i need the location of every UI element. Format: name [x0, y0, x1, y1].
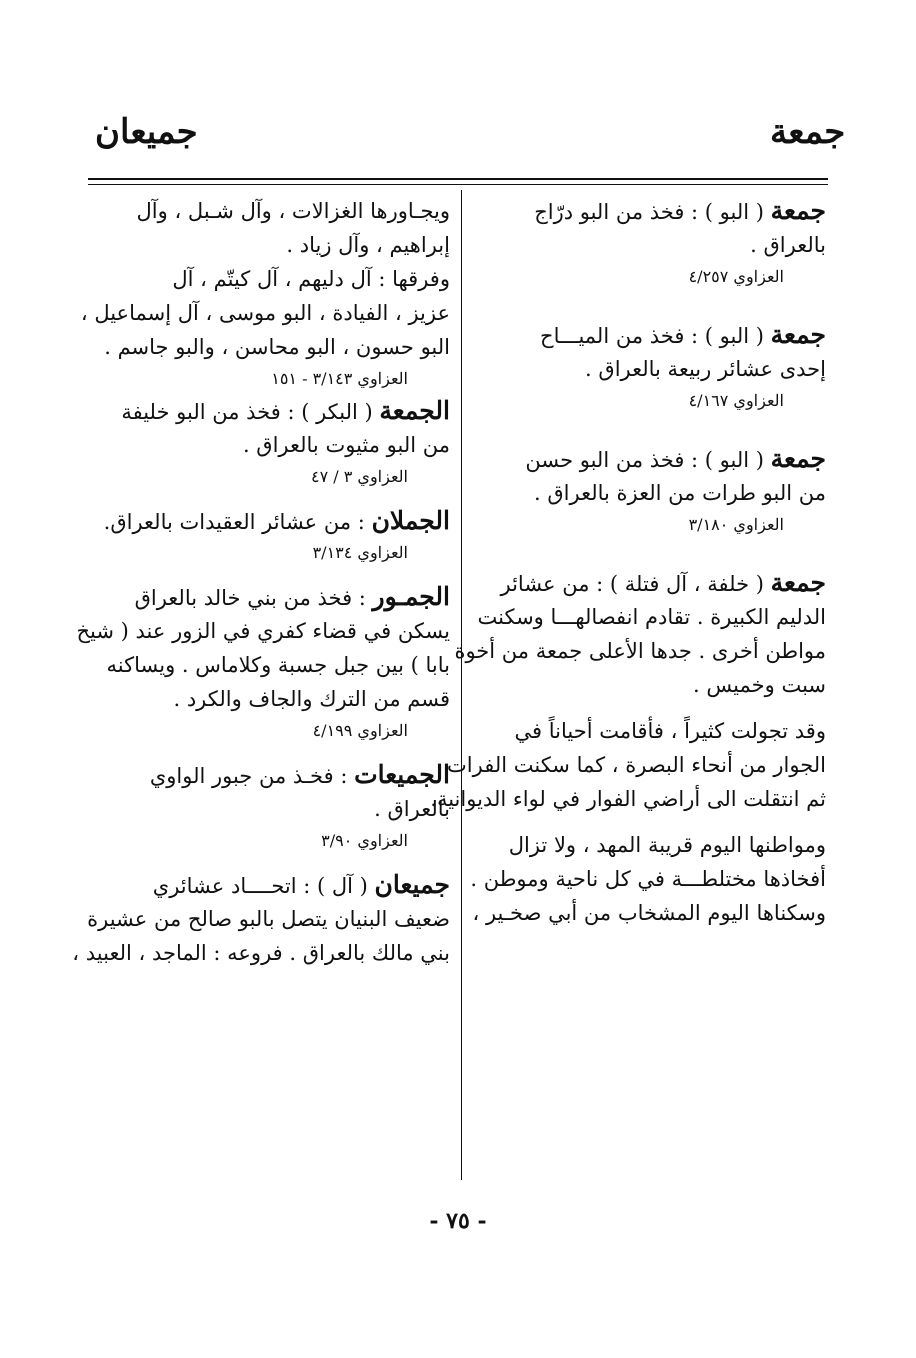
entry-line [478, 318, 826, 352]
entry-headword: الجملان [371, 506, 450, 535]
entry-headword: جمعة [770, 568, 826, 597]
entry-headword: جمعة [770, 196, 826, 225]
entry-headword: جمعة [770, 320, 826, 349]
entry-line: ومواطنها اليوم قريبة المهد ، ولا تزال [508, 833, 826, 857]
spacer [96, 492, 450, 504]
entry-text: : فخـذ من جبور الواوي [149, 764, 355, 788]
spacer [96, 856, 450, 868]
paragraph [80, 194, 450, 394]
entry-text: ( البو ) : فخذ من البو درّاج [534, 200, 771, 224]
entry-reference: العزاوي ٣/١٨٠ [688, 515, 784, 534]
spacer [478, 702, 826, 714]
entry-reference: العزاوي ٤/٢٥٧ [688, 267, 784, 286]
entry-line: عزيز ، الفيادة ، البو موسى ، آل إسماعيل ، [80, 301, 450, 325]
entry [96, 758, 450, 856]
entry-text: ( البو ) : فخذ من البو حسن [525, 448, 771, 472]
entry-line: وسكناها اليوم المشخاب من أبي صخـير ، [472, 901, 826, 925]
entry-line: من البو مثيوت بالعراق . [242, 433, 450, 457]
entry-line: الدليم الكبيرة . تقادم انفصالهـــا وسكنت [477, 605, 826, 629]
entry-line: بابا ) بين جبل جسبة وكلاماس . ويساكنه [106, 653, 450, 677]
entry-text: ( البو ) : فخذ من الميـــاح [540, 324, 771, 348]
entry-line: سبت وخميس . [693, 673, 826, 697]
running-head-right: جمعة [770, 112, 846, 152]
entry-headword: جمعة [770, 444, 826, 473]
entry-line [96, 868, 450, 902]
spacer [478, 816, 826, 828]
entry-line: وفرقها : آل دليهم ، آل كيتّم ، آل [172, 267, 450, 291]
entry-text: : من عشائر العقيدات بالعراق. [103, 510, 372, 534]
entry [478, 318, 826, 416]
entry-reference: العزاوي ٣/١٣٤ [312, 543, 408, 562]
page-number: - ٧٥ - [429, 1208, 487, 1234]
header-rule-thick [88, 178, 828, 180]
entry [76, 580, 450, 746]
entry-line: أفخاذها مختلطـــة في كل ناحية وموطن . [470, 867, 826, 891]
entry-line: وقد تجولت كثيراً ، فأقامت أحياناً في [514, 719, 826, 743]
entry-line [96, 394, 450, 428]
entry-line [96, 758, 450, 792]
entry-reference: العزاوي ٣/٩٠ [321, 831, 408, 850]
entry-line: إحدى عشائر ربيعة بالعراق . [585, 357, 826, 381]
paragraph [430, 714, 826, 816]
entry [478, 442, 826, 540]
spacer [96, 568, 450, 580]
entry-line [96, 504, 450, 538]
running-head-left: جميعان [95, 112, 198, 152]
entry-line: ثم انتقلت الى أراضي الفوار في لواء الديوانية. [430, 787, 826, 811]
entry-reference: العزاوي ٣/١٤٣ - ١٥١ [271, 369, 408, 388]
entry-line: يسكن في قضاء كفري في الزور عند ( شيخ [76, 619, 450, 643]
entry-headword: الجمعة [379, 396, 450, 425]
entry [454, 566, 826, 702]
entry-line [478, 442, 826, 476]
entry-line: قسم من الترك والجاف والكرد . [173, 687, 450, 711]
entry-line: من البو طرات من العزة بالعراق . [534, 481, 826, 505]
right-column [430, 194, 826, 930]
spacer [96, 746, 450, 758]
column-divider [461, 190, 462, 1180]
entry-line: ويجـاورها الغزالات ، وآل شـبل ، وآل [136, 199, 450, 223]
paragraph [470, 828, 826, 930]
spacer [478, 540, 826, 566]
spacer [478, 416, 826, 442]
entry-line [96, 580, 450, 614]
entry-headword: الجميعات [354, 760, 450, 789]
spacer [478, 292, 826, 318]
entry-line: بالعراق . [750, 233, 826, 257]
entry [478, 194, 826, 292]
entry-line: بني مالك بالعراق . فروعه : الماجد ، العبيد ، [72, 941, 450, 965]
entry-text: ( آل ) : اتحــــاد عشائري [152, 874, 375, 898]
entry [96, 504, 450, 568]
entry-line: البو حسون ، البو محاسن ، والبو جاسم . [104, 335, 450, 359]
entry-text: ( خلفة ، آل فتلة ) : من عشائر [500, 572, 771, 596]
left-column [72, 194, 450, 970]
entry [96, 394, 450, 492]
entry-reference: العزاوي ٤/١٦٧ [688, 391, 784, 410]
entry-reference: العزاوي ٣ / ٤٧ [311, 467, 408, 486]
entry-line: مواطن أخرى . جدها الأعلى جمعة من أخوة [454, 639, 826, 663]
entry-line [478, 194, 826, 228]
entry-line [478, 566, 826, 600]
entry-reference: العزاوي ٤/١٩٩ [312, 721, 408, 740]
entry [72, 868, 450, 970]
entry-line: إبراهيم ، وآل زياد . [286, 233, 450, 257]
entry-line: ضعيف البنيان يتصل بالبو صالح من عشيرة [87, 907, 450, 931]
entry-headword: جميعان [374, 870, 450, 899]
entry-line: بالعراق . [374, 797, 450, 821]
entry-line: الجوار من أنحاء البصرة ، كما سكنت الفرات [447, 753, 826, 777]
header-rule-thin [88, 184, 828, 185]
entry-text: : فخذ من بني خالد بالعراق [134, 586, 373, 610]
entry-text: ( البكر ) : فخذ من البو خليفة [121, 400, 380, 424]
entry-headword: الجمـور [372, 582, 450, 611]
